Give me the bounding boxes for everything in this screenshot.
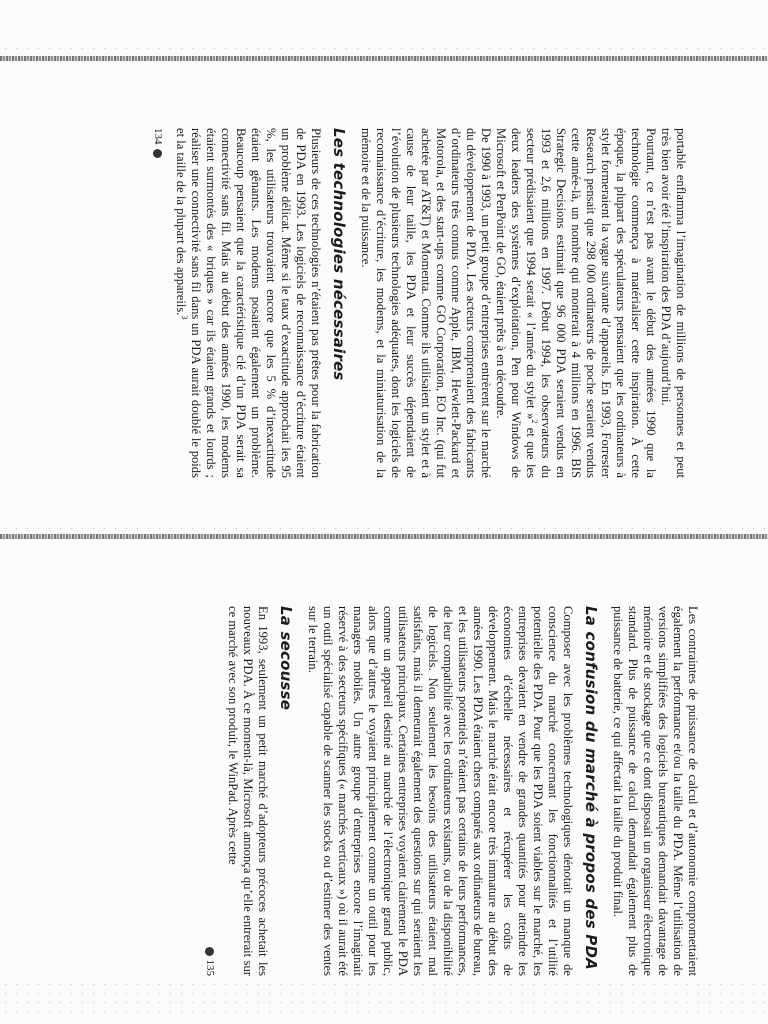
page-135 (125, 606, 700, 976)
paragraph: Les contraintes de puissance de calcul et d’autonomie compromettaient également la performance et/ou la taille du PDA. Même l’utilisation de versions simplifiées des logiciels bureautiques demandait davantage de mémoire et de stockage que ce dont disposait un organiseur électronique standard. Plus de puissance de calcul demandait également plus de puissance de batterie, ce qui affectait la taille du produit final. (611, 606, 700, 976)
paragraph-text: et que les deux leaders des systèmes d’exploitation, Pen pour Windows de Microsoft et PenPoint de GO, étaient prêts à en découdre. (494, 128, 538, 478)
scan-noise-top (0, 44, 768, 66)
scan-edge-top (0, 56, 768, 61)
page-number: 134 (152, 128, 164, 145)
folio (201, 606, 225, 976)
paragraph: portable enflamma l’imagination de millions de personnes et peut très bien avoir été l’inspiration des PDA d’aujourd’hui. (659, 128, 688, 478)
paragraph-text: Plusieurs de ces technologies n’étaient pas prêtes pour la fabrication de PDA en 1993. Les logiciels de reconnaissance d’écriture étaient un problème délicat. Même si le taux d’exactitude approchait les 95 %, les utilisateurs trouvaient encore que les 5 % d’inexactitude étaient gênants. Les modems posaient également un problème. Beaucoup pensaient que la caractéristique clé d’un PDA serait sa connectivité sans fil. Mais au début des années 1990, les modems étaient surmontés des « briques » car ils étaient grands et lourds ; réaliser une connectivité sans fil dans un PDA aurait doublé le poids et la taille de la plupart des appareils. (174, 128, 323, 478)
paragraph (493, 128, 658, 478)
folio (150, 128, 173, 478)
section-heading: Les technologies nécessaires (330, 128, 348, 381)
section-heading: La confusion du marché à propos des PDA (582, 606, 600, 970)
footnote-ref: 2 (530, 419, 540, 424)
page-ornament-icon (153, 149, 162, 158)
paragraph: En 1993, seulement un petit marché d’adopteurs précoces achetait les nouveaux PDA. À ce moment-là, Microsoft annonça qu’elle entrerait sur ce marché avec son produit, le WinPad. Après cette (226, 606, 270, 976)
page-134 (123, 128, 688, 478)
scan-edge-middle (0, 534, 768, 539)
section-heading: La secousse (277, 606, 295, 711)
page-ornament-icon (205, 947, 214, 956)
footnote-ref: 3 (180, 315, 190, 320)
paragraph-text: Pourtant, ce n’est pas avant le début des années 1990 que la technologie commença à matérialiser cette inspiration. À cette époque, la plupart des spéculateurs pensaient que les ordinateurs à stylet formeraient la vague suivante d’appareils. En 1993, Forrester Research pensait que 298 000 ordinateurs de poche seraient vendus cette année-là, un nombre qui monterait à 4 millions en 1996. BIS Strategic Decisions estimait que 96 000 PDA seraient vendus en 1993 et 2,6 millions en 1997. Début 1994, les observateurs du secteur prédisaient que 1994 serait « l’année du stylet » (524, 128, 658, 478)
paragraph: De 1990 à 1993, un petit groupe d’entreprises entrèrent sur le marché du développement de PDA. Les acteurs comprenaient des fabricants d’ordinateurs très connus comme Apple, IBM, Hewlett-Packard et Motorola, et des start-ups comme GO Corporation, EO Inc. (qui fut achetée par AT&T) et Momenta. Comme ils utilisaient un stylet et à cause de leur taille, les PDA et leur succès dépendaient de l’évolution de plusieurs technologies adéquates, dont les logiciels de reconnaissance d’écriture, les modems, et la miniaturisation de la mémoire et de la puissance. (359, 128, 493, 478)
page-number: 135 (204, 959, 216, 976)
scan-noise-bottom (0, 980, 768, 1020)
paragraph (173, 128, 323, 478)
paragraph: Composer avec les problèmes technologiques dénotait un manque de conscience du marché concernant les fonctionnalités et l’utilité potentielle des PDA. Pour que les PDA soient viables sur le marché, les entreprises devaient en vendre de grandes quantités pour atteindre les économies d’échelle nécessaires et récupérer les coûts de développement. Mais le marché était encore très immature au début des années 1990. Les PDA étaient chers comparés aux ordinateurs de bureau, et les utilisateurs potentiels n’étaient pas certains de leurs performances, de leur compatibilité avec les ordinateurs existants, ou de la disponibilité de logiciels. Non seulement les besoins des utilisateurs étaient mal satisfaits, mais il demeurait également des questions sur qui seraient les utilisateurs principaux. Certaines entreprises voyaient clairement le PDA comme un appareil destiné au marché de l’électronique grand public, alors que d’autres le voyaient principalement comme un outil pour les managers mobiles. Un autre groupe d’entreprises encore l’imaginait réservé à des secteurs spécifiques (« marchés verticaux ») où il aurait été un outil spécialisé capable de scanner les stocks ou d’estimer des ventes sur le terrain. (306, 606, 575, 976)
